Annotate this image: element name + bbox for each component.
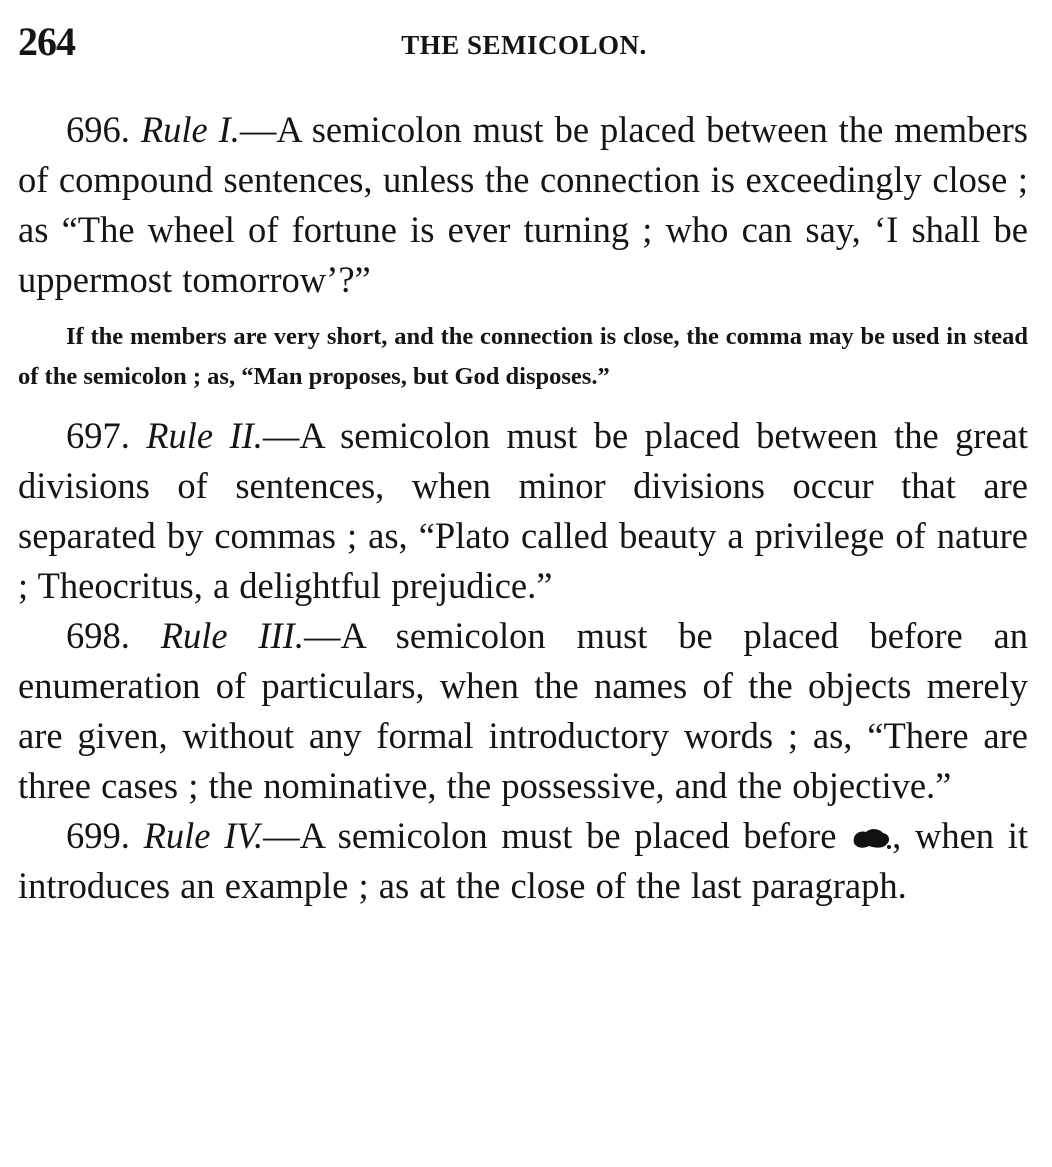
paragraph-text-before: —A semicolon must be placed before xyxy=(263,815,851,856)
paragraph-text: —A semicolon must be placed between the great divisions of sentences, when minor divisions occur that are separated by commas ; as, “Plato called beauty a privilege of nature ; Theocritus, a delightful prejudice.” xyxy=(18,415,1028,606)
note-paragraph: If the members are very short, and the connection is close, the comma may be used in stead of the semicolon ; as, “Man proposes, but God disposes.” xyxy=(18,323,1028,390)
paragraph-number: 699. xyxy=(66,815,130,856)
paragraph-number: 698. xyxy=(66,615,130,656)
rule-label: Rule III. xyxy=(160,615,304,656)
rule-label: Rule II. xyxy=(146,415,263,456)
ink-blot-icon xyxy=(850,826,892,850)
paragraph-text-after: , when it introduces an example ; as at the close of the last paragraph. xyxy=(18,815,1029,906)
paragraph-text: —A semicolon must be placed between the members of compound sentences, unless the connection is exceedingly close ; as “The wheel of fortune is ever turning ; who can say, ‘I shall be uppermost tomorrow’?” xyxy=(18,109,1028,300)
paragraph-699 xyxy=(18,811,1028,911)
running-head: THE SEMICOLON. xyxy=(401,30,647,60)
paragraph-698 xyxy=(18,611,1028,811)
paragraph-text: —A semicolon must be placed before an enumeration of particulars, when the names of the objects merely are given, without any formal introductory words ; as, “There are three cases ; the nominative, the possessive, and the objective.” xyxy=(18,615,1028,806)
paragraph-number: 697. xyxy=(66,415,130,456)
paragraph-697 xyxy=(18,411,1028,611)
page-number: 264 xyxy=(18,19,75,64)
page-body xyxy=(18,105,1028,911)
page-header xyxy=(18,18,1030,68)
paragraph-696 xyxy=(18,105,1028,305)
rule-label: Rule I. xyxy=(140,109,240,150)
paragraph-number: 696. xyxy=(66,109,130,150)
rule-label: Rule IV. xyxy=(143,815,264,856)
